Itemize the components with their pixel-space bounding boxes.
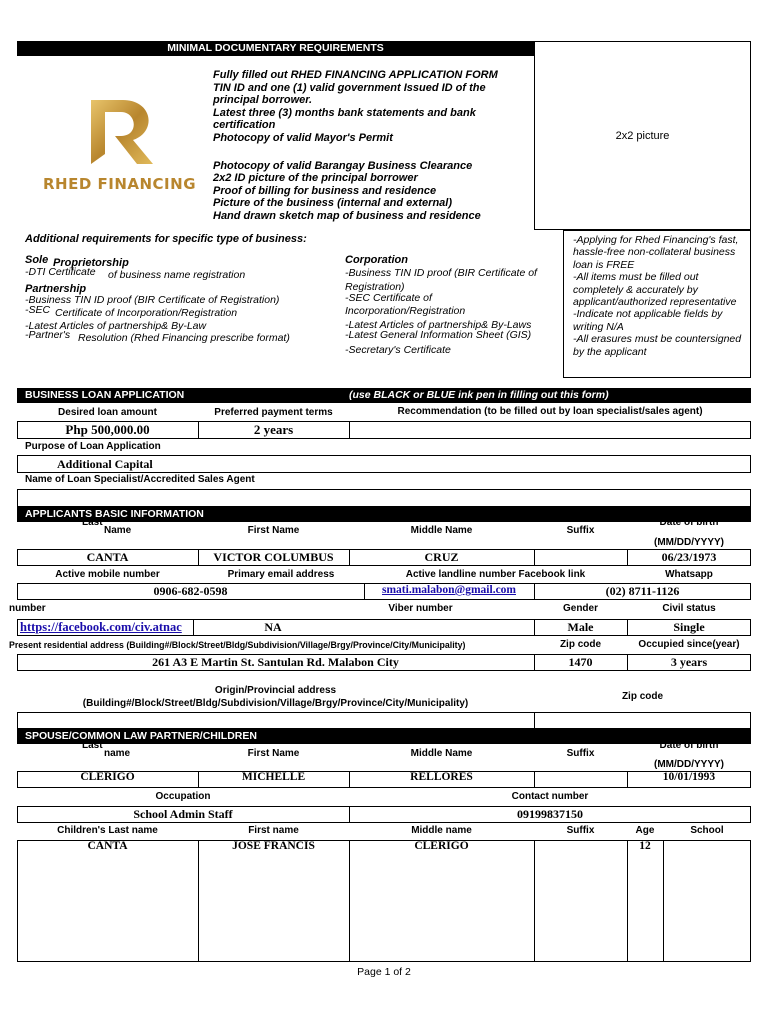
spouse-first-header: First Name — [247, 748, 300, 759]
purpose-value[interactable]: Additional Capital — [57, 457, 153, 471]
agent-row[interactable] — [17, 489, 751, 507]
spouse-dob-header-b: (MM/DD/YYYY) — [654, 759, 724, 770]
applicant-first-header: First Name — [247, 525, 300, 536]
applicant-bar-title: APPLICANTS BASIC INFORMATION — [25, 508, 204, 520]
note-item: -Applying for Rhed Financing's fast, hassle-free non-collateral business loan is FREE — [573, 234, 739, 271]
applicant-suffix-header: Suffix — [566, 525, 595, 536]
spouse-last-header-a: Last — [82, 740, 103, 751]
zip-header: Zip code — [559, 639, 602, 650]
notes-list — [573, 234, 745, 358]
loan-amount-header: Desired loan amount — [58, 407, 157, 418]
spouse-last-header-b: name — [104, 748, 131, 759]
spouse-bar-title: SPOUSE/COMMON LAW PARTNER/CHILDREN — [25, 730, 257, 742]
since-header: Occupied since(year) — [638, 639, 740, 650]
facebook-link[interactable]: https://facebook.com/civ.atnac — [20, 620, 182, 634]
zip-value[interactable]: 1470 — [568, 655, 593, 669]
corporation-item: -Business TIN ID proof (BIR Certificate of — [345, 267, 537, 279]
applicant-last-header-b: Name — [104, 525, 132, 536]
requirement-item: Picture of the business (internal and external) — [213, 197, 452, 210]
corporation-item: -SEC Certificate of — [345, 292, 432, 304]
child-middle-value[interactable]: CLERIGO — [414, 840, 469, 852]
occupation-header: Occupation — [155, 791, 211, 802]
requirements-title: MINIMAL DOCUMENTARY REQUIREMENTS — [167, 42, 384, 54]
requirement-item: Fully filled out RHED FINANCING APPLICATION FORM — [213, 69, 498, 81]
purpose-header: Purpose of Loan Application — [25, 441, 161, 452]
applicant-last-header-a: Last — [82, 517, 103, 528]
corporation-item: -Latest General Information Sheet (GIS) — [345, 329, 532, 341]
children-table — [17, 840, 751, 962]
sole-title-b: Proprietorship — [53, 257, 129, 269]
gender-header: Gender — [562, 603, 598, 614]
spouse-dob-header-a: Date of birth — [659, 740, 719, 751]
partnership-item: -Partner's — [25, 329, 71, 341]
applicant-middle-header: Middle Name — [410, 525, 473, 536]
corporation-item: -Latest Articles of partnership& By-Laws — [345, 319, 532, 331]
spouse-middle-value[interactable]: RELLORES — [410, 771, 473, 783]
contact-header: Contact number — [511, 791, 589, 802]
recommendation-header: Recommendation (to be filled out by loan specialist/sales agent) — [397, 406, 703, 417]
partnership-title: Partnership — [25, 283, 87, 295]
spouse-middle-header: Middle Name — [410, 748, 473, 759]
mobile-header: Active mobile number — [55, 569, 160, 580]
child-middle-header: Middle name — [411, 825, 472, 836]
corporation-item: -Secretary's Certificate — [345, 344, 451, 356]
applicant-dob-header-b: (MM/DD/YYYY) — [654, 537, 724, 548]
spouse-first-value[interactable]: MICHELLE — [241, 771, 306, 783]
agent-header: Name of Loan Specialist/Accredited Sales Agent — [25, 474, 255, 485]
origin-header-a: Origin/Provincial address — [214, 685, 337, 696]
child-school-header: School — [690, 825, 724, 836]
requirement-item: Photocopy of valid Barangay Business Clearance — [213, 159, 473, 172]
corporation-title: Corporation — [345, 254, 408, 266]
page-number: Page 1 of 2 — [357, 966, 411, 978]
partnership-item: -Business TIN ID proof (BIR Certificate of Registration) — [25, 294, 280, 306]
requirement-item: Proof of billing for business and residence — [213, 184, 437, 197]
landline-value[interactable]: (02) 8711-1126 — [605, 584, 680, 598]
sole-title-a: Sole — [25, 254, 49, 266]
picture-label: 2x2 picture — [615, 130, 670, 142]
note-item: -Indicate not applicable fields by writing N/A — [573, 308, 723, 333]
applicant-last-value[interactable]: CANTA — [86, 550, 129, 564]
requirement-item: Hand drawn sketch map of business and residence — [213, 209, 481, 222]
applicant-dob-value[interactable]: 06/23/1973 — [661, 550, 717, 564]
viber-value[interactable]: NA — [264, 620, 282, 634]
civil-header: Civil status — [662, 603, 716, 614]
whatsapp-header: Whatsapp — [665, 569, 713, 580]
address-value[interactable]: 261 A3 E Martin St. Santulan Rd. Malabon City — [152, 655, 399, 669]
email-link[interactable]: smati.malabon@gmail.com — [382, 584, 516, 596]
partnership-item: Resolution (Rhed Financing prescribe format) — [78, 332, 290, 344]
company-logo — [37, 96, 202, 192]
corporation-item: Incorporation/Registration — [345, 305, 466, 317]
loan-terms-header: Preferred payment terms — [214, 407, 333, 418]
partnership-item: Certificate of Incorporation/Registration — [55, 307, 238, 319]
note-item: -All erasures must be countersigned by the applicant — [573, 333, 742, 358]
logo-text: RHED FINANCING — [42, 175, 197, 193]
address-header: Present residential address (Building#/Block/Street/Bldg/Subdivision/Village/Brgy/Province/City/Municipality) — [9, 640, 466, 650]
additional-title: Additional requirements for specific type of business: — [25, 233, 307, 245]
child-first-value[interactable]: JOSE FRANCIS — [232, 840, 315, 852]
applicant-dob-header-a: Date of birth — [659, 517, 719, 528]
requirement-item: TIN ID and one (1) valid government Issued ID of the principal borrower. — [213, 81, 486, 107]
loan-terms-value[interactable]: 2 years — [253, 422, 294, 437]
origin-zip-header: Zip code — [621, 691, 664, 702]
child-age-header: Age — [635, 825, 655, 836]
partnership-item: -Latest Articles of partnership& By-Law — [25, 320, 207, 332]
child-last-header: Children's Last name — [57, 825, 158, 836]
child-suffix-header: Suffix — [566, 825, 595, 836]
applicant-middle-value[interactable]: CRUZ — [424, 550, 459, 564]
spouse-last-value[interactable]: CLERIGO — [80, 771, 135, 783]
civil-value[interactable]: Single — [673, 620, 705, 634]
landline-facebook-header: Active landline number Facebook link — [405, 569, 586, 580]
child-last-value[interactable]: CANTA — [87, 840, 128, 852]
partnership-item: -SEC — [25, 304, 51, 316]
requirement-item: Latest three (3) months bank statements and bank certification — [213, 106, 476, 132]
email-header: Primary email address — [227, 569, 335, 580]
loan-bar-title: BUSINESS LOAN APPLICATION — [25, 389, 185, 401]
requirement-item: Photocopy of valid Mayor's Permit — [213, 131, 393, 144]
occupation-value[interactable]: School Admin Staff — [133, 807, 233, 821]
requirement-item: 2x2 ID picture of the principal borrower — [213, 172, 418, 185]
applicant-first-value[interactable]: VICTOR COLUMBUS — [213, 550, 334, 564]
mobile-value[interactable]: 0906-682-0598 — [153, 584, 228, 598]
logo-r-mark — [37, 96, 202, 166]
loan-bar-note: (use BLACK or BLUE ink pen in filling out this form) — [349, 389, 609, 401]
corporation-item: Registration) — [345, 281, 405, 293]
spouse-suffix-header: Suffix — [566, 748, 595, 759]
email-value[interactable] — [364, 584, 534, 596]
origin-header-b: (Building#/Block/Street/Bldg/Subdivision/Village/Brgy/Province/City/Municipality) — [82, 698, 469, 709]
child-age-value[interactable]: 12 — [639, 840, 651, 852]
note-item: -All items must be filled out completely & accurately by applicant/authorized representative — [573, 271, 737, 309]
gender-value[interactable]: Male — [567, 620, 594, 634]
contact-value[interactable]: 09199837150 — [517, 807, 583, 821]
facebook-value[interactable] — [20, 620, 192, 635]
spouse-dob-value[interactable]: 10/01/1993 — [662, 771, 716, 783]
requirements-title-bar — [17, 41, 534, 56]
requirements-list — [213, 69, 531, 223]
number-header: number — [9, 603, 46, 614]
sole-item: -DTI Certificate — [25, 266, 96, 278]
since-value[interactable]: 3 years — [670, 655, 708, 669]
sole-item: of business name registration — [108, 269, 246, 281]
origin-row[interactable] — [17, 712, 751, 729]
child-first-header: First name — [248, 825, 299, 836]
loan-bar — [17, 388, 751, 403]
viber-header: Viber number — [388, 603, 453, 614]
loan-amount-value[interactable]: Php 500,000.00 — [65, 422, 150, 437]
